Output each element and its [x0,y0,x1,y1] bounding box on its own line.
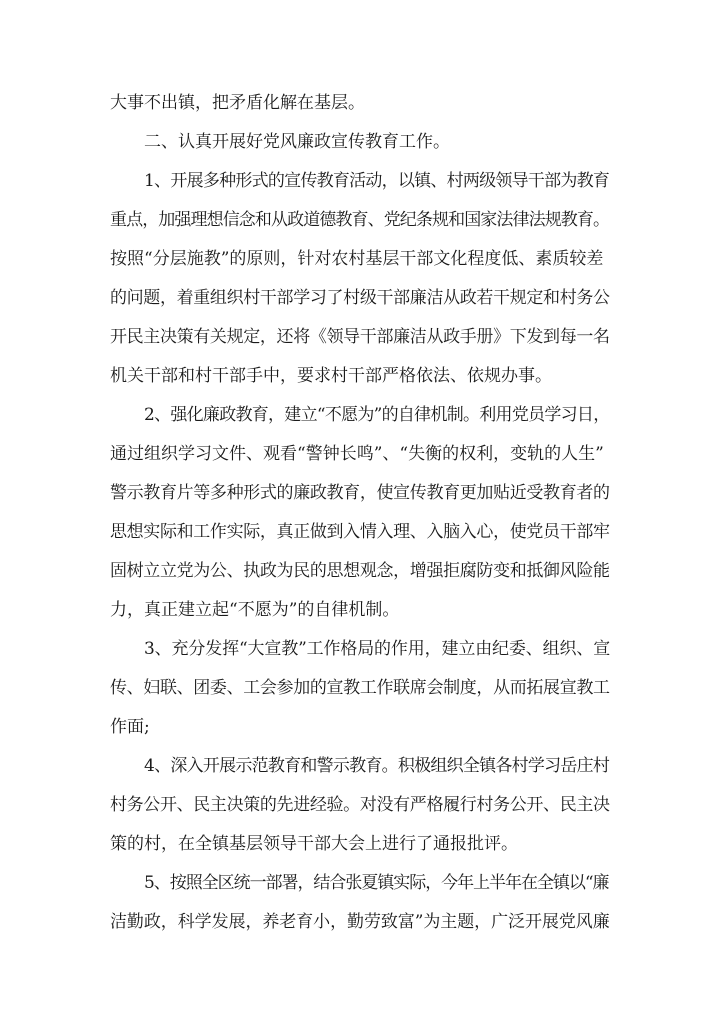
text-line: 力，真正建立起“不愿为”的自律机制。 [110,600,400,620]
text-line: 按照“分层施教”的原则，针对农村基层干部文化程度低、素质较差 [110,249,604,269]
text-line: 5、按照全区统一部署，结合张夏镇实际，今年上半年在全镇以“廉 [144,873,609,893]
text-line: 3、充分发挥“大宣教”工作格局的作用，建立由纪委、组织、宣 [144,639,611,659]
text-line: 开民主决策有关规定，还将《领导干部廉洁从政手册》下发到每一名 [110,327,610,347]
text-line: 作面; [110,717,150,737]
text-line: 重点，加强理想信念和从政道德教育、党纪条规和国家法律法规教育。 [110,210,610,230]
text-line: 2、强化廉政教育，建立“不愿为”的自律机制。利用党员学习日， [144,405,610,425]
text-line: 4、深入开展示范教育和警示教育。积极组织全镇各村学习岳庄村 [144,756,610,776]
text-line: 通过组织学习文件、观看“警钟长鸣”、“失衡的权利，变轨的人生” [110,444,604,464]
text-line: 机关干部和村干部手中，要求村干部严格依法、依规办事。 [110,366,552,386]
text-line: 洁勤政，科学发展，养老育小，勤劳致富”为主题，广泛开展党风廉 [110,912,610,932]
text-line: 大事不出镇，把矛盾化解在基层。 [110,93,365,113]
text-line: 思想实际和工作实际，真正做到入情入理、入脑入心，使党员干部牢 [110,522,610,542]
section-heading: 二、认真开展好党风廉政宣传教育工作。 [144,132,450,152]
text-line: 警示教育片等多种形式的廉政教育，使宣传教育更加贴近受教育者的 [110,483,610,503]
text-line: 1、开展多种形式的宣传教育活动，以镇、村两级领导干部为教育 [144,171,610,191]
text-line: 村务公开、民主决策的先进经验。对没有严格履行村务公开、民主决 [110,795,610,815]
text-line: 传、妇联、团委、工会参加的宣教工作联席会制度，从而拓展宣教工 [110,678,610,698]
text-line: 的问题，着重组织村干部学习了村级干部廉洁从政若干规定和村务公 [110,288,610,308]
text-line: 策的村，在全镇基层领导干部大会上进行了通报批评。 [110,834,518,854]
text-line: 固树立立党为公、执政为民的思想观念，增强拒腐防变和抵御风险能 [110,561,610,581]
